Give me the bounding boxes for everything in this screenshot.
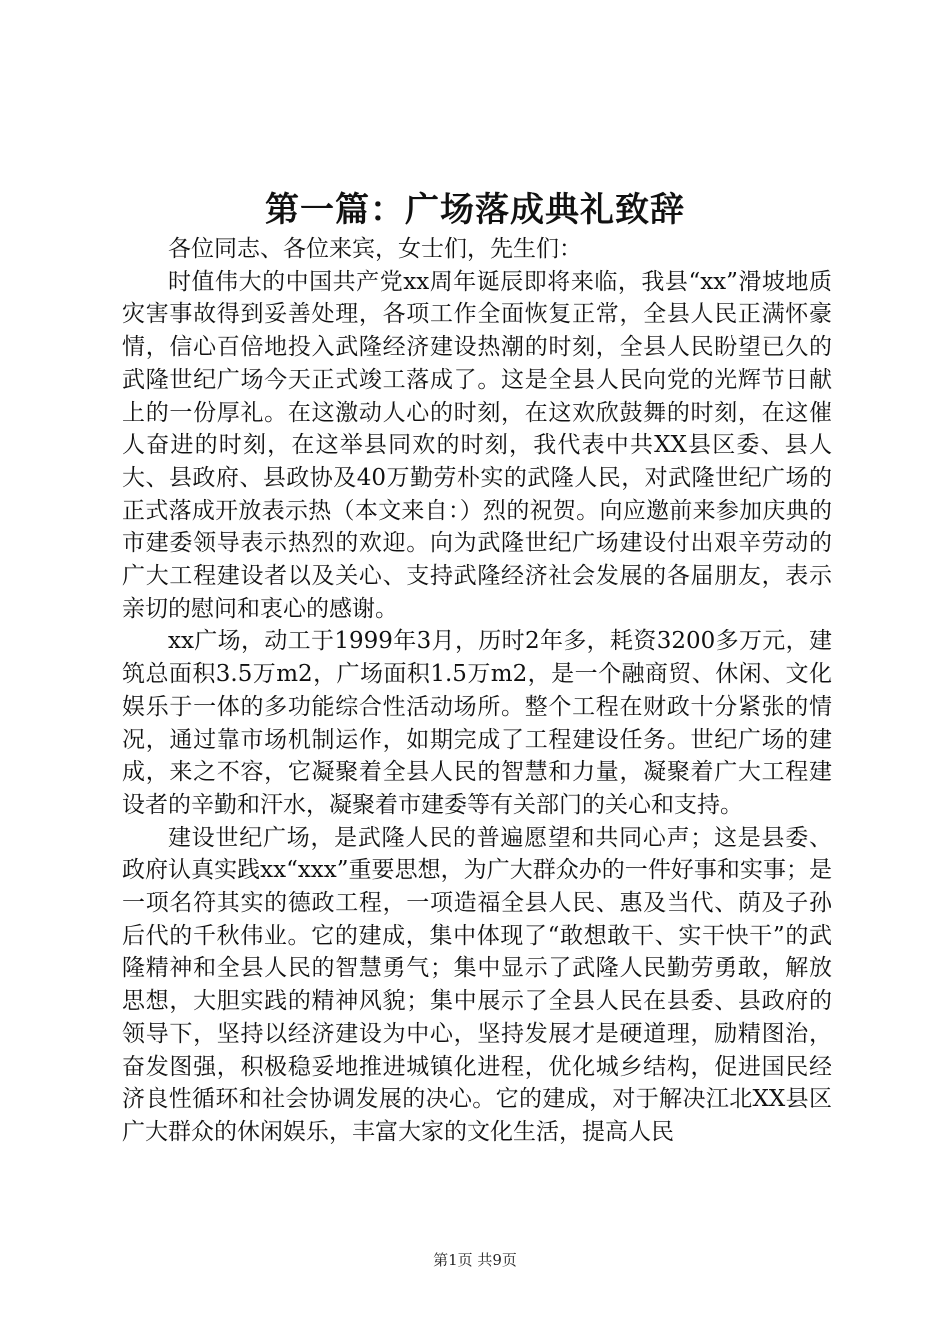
body-paragraph: 时值伟大的中国共产党xx周年诞辰即将来临，我县“xx”滑坡地质灾害事故得到妥善处理，各项工作全面恢复正常，全县人民正满怀豪情，信心百倍地投入武隆经济建设热潮的时刻，全县人民盼望已久的武隆世纪广场今天正式竣工落成了。这是全县人民向党的光辉节日献上的一份厚礼。在这激动人心的时刻，在这欢欣鼓舞的时刻，在这催人奋进的时刻，在这举县同欢的时刻，我代表中共XX县区委、县人大、县政府、县政协及40万勤劳朴实的武隆人民，对武隆世纪广场的正式落成开放表示热（本文来自：）烈的祝贺。向应邀前来参加庆典的市建委领导表示热烈的欢迎。向为武隆世纪广场建设付出艰辛劳动的广大工程建设者以及关心、支持武隆经济社会发展的各届朋友，表示亲切的慰问和衷心的感谢。 xyxy=(122,268,832,622)
document-body xyxy=(122,233,832,1149)
salutation-paragraph: 各位同志、各位来宾，女士们，先生们： xyxy=(168,236,582,262)
page-footer: 第1页 共9页 xyxy=(433,1251,517,1269)
body-paragraph: xx广场，动工于1999年3月，历时2年多，耗资3200多万元，建筑总面积3.5万m2，广场面积1.5万m2，是一个融商贸、休闲、文化娱乐于一体的多功能综合性活动场所。整个工程在财政十分紧张的情况，通过靠市场机制运作，如期完成了工程建设任务。世纪广场的建成，来之不容，它凝聚着全县人民的智慧和力量，凝聚着广大工程建设者的辛勤和汗水，凝聚着市建委等有关部门的关心和支持。 xyxy=(122,628,832,818)
document-title: 第一篇：广场落成典礼致辞 xyxy=(265,190,685,230)
body-paragraph: 建设世纪广场，是武隆人民的普遍愿望和共同心声；这是县委、政府认真实践xx“xxx”重要思想，为广大群众办的一件好事和实事；是一项名符其实的德政工程，一项造福全县人民、惠及当代、荫及子孙后代的千秋伟业。它的建成，集中体现了“敢想敢干、实干快干”的武隆精神和全县人民的智慧勇气；集中显示了武隆人民勤劳勇敢，解放思想，大胆实践的精神风貌；集中展示了全县人民在县委、县政府的领导下，坚持以经济建设为中心，坚持发展才是硬道理，励精图治，奋发图强，积极稳妥地推进城镇化进程，优化城乡结构，促进国民经济良性循环和社会协调发展的决心。它的建成，对于解决江北XX县区广大群众的休闲娱乐，丰富大家的文化生活，提高人民 xyxy=(122,824,832,1145)
